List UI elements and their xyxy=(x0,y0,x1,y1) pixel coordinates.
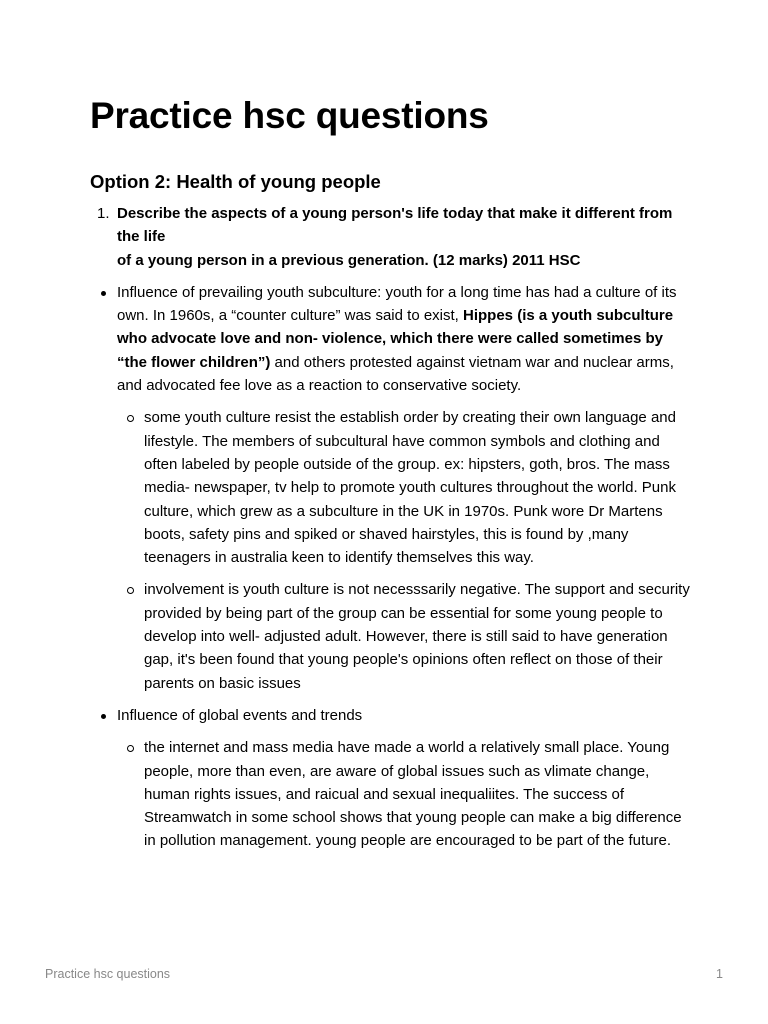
sub-bullet-item xyxy=(90,736,690,852)
hollow-bullet-icon xyxy=(127,415,134,422)
footer-title: Practice hsc questions xyxy=(45,967,171,981)
hollow-bullet-icon xyxy=(127,587,134,594)
sub-bullet-text: some youth culture resist the establish order by creating their own language and lifestyle. The members of subcultural have common symbols and clothing and often labeled by people outside of the group. ex: hipsters, goth, bros. The mass media- newspaper, tv help to promote youth cultures throughout the world. Punk culture, which grew as a subculture in the UK in 1970s. Punk wore Dr Martens boots, safety pins and spiked or shaved hairstyles, this is found by ,many teenagers in australia keen to identify themselves this way. xyxy=(144,409,676,567)
sub-bullet-item xyxy=(90,578,690,694)
hollow-bullet-icon xyxy=(127,745,134,752)
section-heading: Option 2: Health of young people xyxy=(90,171,381,192)
bullet-text: Influence of global events and trends xyxy=(117,706,363,724)
bullet-item xyxy=(90,281,690,397)
question-line: the life xyxy=(117,228,166,246)
question-line: Describe the aspects of a young person's life today that make it different from xyxy=(117,205,673,222)
question-number: 1. xyxy=(97,205,110,222)
bullet-text: and others protested against vietnam war and nuclear arms, and advocated fee love as a reaction to conservative society. xyxy=(117,353,674,395)
bullet-dot-icon xyxy=(101,291,106,296)
sub-bullet-text: the internet and mass media have made a world a relatively small place. Young people, more than even, are aware of global issues such as vlimate change, human rights issues, and raicual and sexual inequaliites. The success of Streamwatch in some school shows that young people can make a big difference in pollution management. young people are encouraged to be part of the future. xyxy=(144,739,682,850)
sub-bullet-text: involvement is youth culture is not necesssarily negative. The support and security provided by being part of the group can be essential for some young people to develop into well- adjusted adult. However, there is still said to have generation gap, it's been found that young people's opinions often reflect on those of their parents on basic issues xyxy=(144,581,690,692)
page-number: 1 xyxy=(716,967,723,981)
bullet-text: Influence of prevailing youth subculture: youth for a long time has had a culture of its own. In 1960s, a “counter culture” was said to exist, xyxy=(117,283,677,325)
document-body xyxy=(90,202,690,853)
bullet-item xyxy=(90,704,690,727)
page-title: Practice hsc questions xyxy=(90,95,489,136)
sub-bullet-item xyxy=(90,406,690,569)
bullet-text-bold: Hippes (is a youth subculture who advocate love and non- violence, which there were called sometimes by “the flower children”) xyxy=(117,307,674,371)
question-line: of a young person in a previous generation. (12 marks) 2011 HSC xyxy=(117,251,581,269)
bullet-dot-icon xyxy=(101,714,106,719)
question-item xyxy=(90,202,690,272)
